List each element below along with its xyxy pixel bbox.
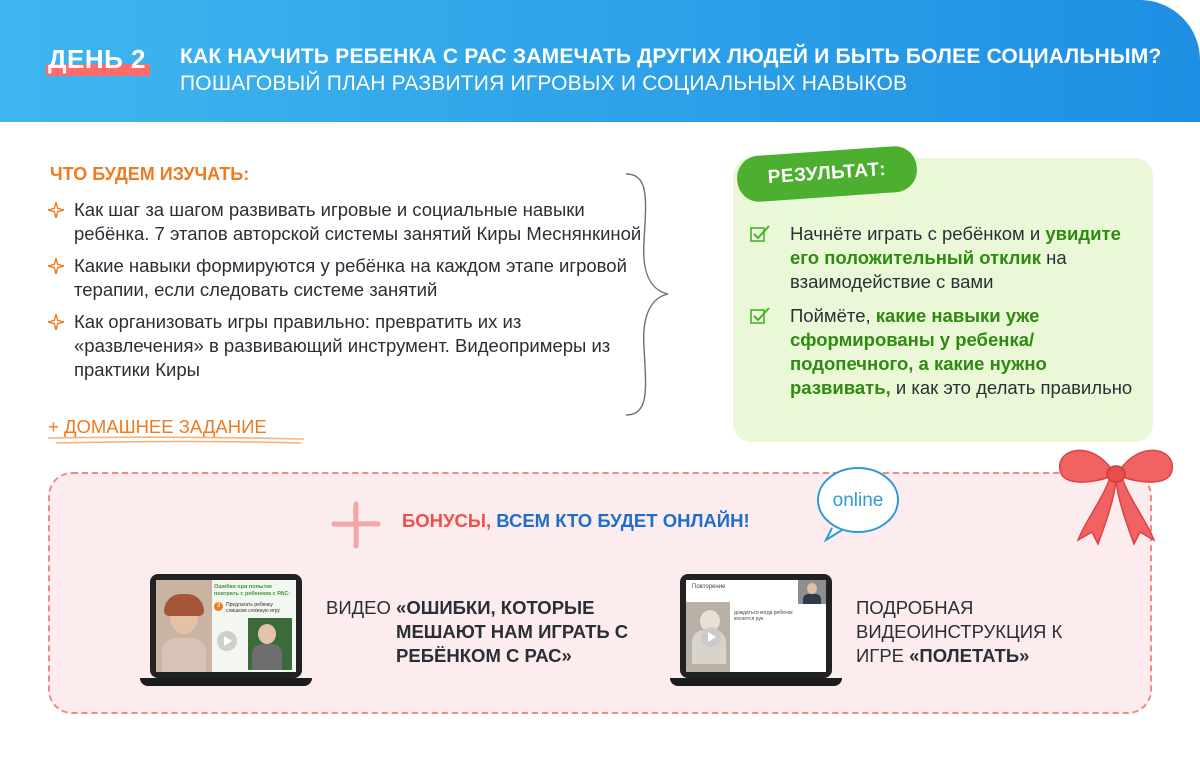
sparkle-icon — [48, 258, 64, 274]
result-list — [750, 222, 1150, 410]
day-badge — [48, 44, 146, 75]
homework-label: + ДОМАШНЕЕ ЗАДАНИЕ — [48, 416, 267, 437]
result-item — [750, 304, 1150, 400]
plus-icon — [330, 500, 382, 550]
video1-screen-number: 3 — [214, 602, 223, 611]
play-icon[interactable] — [216, 630, 238, 652]
title-rest: ПОШАГОВЫЙ ПЛАН РАЗВИТИЯ ИГРОВЫХ И СОЦИАЛЬНЫХ НАВЫКОВ — [180, 72, 908, 95]
result-text-bold: какие навыки уже сформированы у ребенка/ подопечного, а какие нужно развивать, — [790, 305, 1047, 398]
video2-presenter — [798, 580, 826, 604]
video1-screen-text: Предлагать ребенку слишком сложную игру — [226, 602, 280, 614]
checkbox-icon — [750, 225, 770, 243]
video1-screen — [156, 580, 296, 672]
result-badge: РЕЗУЛЬТАТ: — [736, 145, 919, 203]
video1-laptop[interactable] — [140, 574, 312, 688]
video1-chalkboard — [248, 618, 292, 670]
result-text-post: и как это делать правильно — [890, 377, 1133, 398]
video2-caption-bold: «ПОЛЕТАТЬ» — [909, 645, 1030, 666]
video2-screen-text: дождаться когда ребенок коснется рук — [734, 610, 793, 622]
video2-caption — [856, 596, 1076, 668]
learn-item-text: Как шаг за шагом развивать игровые и социальные навыки ребёнка. 7 этапов авторской системы занятий Киры Меснянкиной — [74, 199, 642, 244]
page-title — [180, 43, 1180, 97]
bow-icon — [1052, 440, 1180, 546]
learn-item — [48, 254, 648, 302]
learn-item — [48, 198, 648, 246]
day-label: ДЕНЬ 2 — [48, 44, 147, 74]
result-text-bold: увидите его положительный отклик — [790, 223, 1121, 268]
bonus-title-red: БОНУСЫ, — [402, 510, 492, 531]
video2-caption-pre: ПОДРОБНАЯ ВИДЕОИНСТРУКЦИЯ К ИГРЕ — [856, 597, 1063, 666]
learn-item-text: Какие навыки формируются у ребёнка на каждом этапе игровой терапии, если следовать системе занятий — [74, 255, 627, 300]
learn-heading: ЧТО БУДЕМ ИЗУЧАТЬ: — [50, 164, 250, 184]
result-text-pre: Начнёте играть с ребёнком и — [790, 223, 1046, 244]
video1-caption-pre: ВИДЕО — [326, 597, 397, 618]
video2-screen — [686, 580, 826, 672]
learn-item — [48, 310, 648, 382]
video1-caption-bold: «ОШИБКИ, КОТОРЫЕ МЕШАЮТ НАМ ИГРАТЬ С РЕБЁНКОМ С РАС» — [396, 597, 629, 666]
video2-screen-title: Повторение — [692, 584, 726, 590]
result-item — [750, 222, 1150, 294]
video1-presenter — [156, 580, 212, 672]
video1-caption — [326, 596, 686, 668]
curly-brace — [620, 172, 680, 417]
bonus-title — [402, 510, 750, 532]
learn-item-text: Как организовать игры правильно: превратить их из «развлечения» в развивающий инструмент. Видеопримеры из практики Киры — [74, 311, 611, 380]
homework-underline — [46, 434, 308, 446]
video2-laptop[interactable] — [670, 574, 842, 688]
bonus-title-blue: ВСЕМ КТО БУДЕТ ОНЛАЙН! — [491, 510, 750, 531]
result-text-post: на взаимодействие с вами — [790, 247, 1067, 292]
checkbox-icon — [750, 307, 770, 325]
sparkle-icon — [48, 314, 64, 330]
title-bold: КАК НАУЧИТЬ РЕБЕНКА С РАС ЗАМЕЧАТЬ ДРУГИХ ЛЮДЕЙ И БЫТЬ БОЛЕЕ СОЦИАЛЬНЫМ? — [180, 45, 1162, 68]
result-text-pre: Поймёте, — [790, 305, 876, 326]
video1-screen-title: Ошибки при попытке поиграть с ребенком с РАС: — [214, 584, 291, 597]
online-icon — [812, 462, 904, 542]
sparkle-icon — [48, 202, 64, 218]
learn-list — [48, 198, 648, 390]
play-icon[interactable] — [700, 626, 722, 648]
online-label: online — [832, 490, 884, 511]
